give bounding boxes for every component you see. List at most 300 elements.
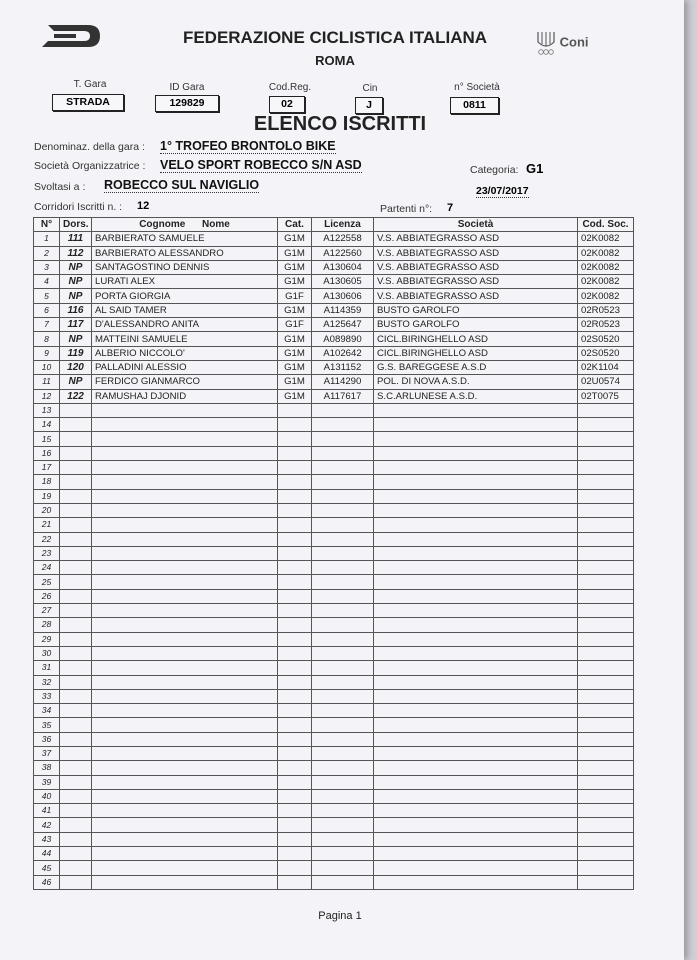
cell-licenza [312,775,374,789]
cell-name: SANTAGOSTINO DENNIS [92,260,278,274]
table-row [34,246,634,260]
table-row [34,532,634,546]
cell-licenza [312,675,374,689]
cell-name: PORTA GIORGIA [92,289,278,303]
cell-num: 35 [34,718,60,732]
col-header-dors: Dors. [60,218,92,232]
coni-label: Coni [559,34,589,50]
cell-dors [60,861,92,875]
cell-cat [278,689,312,703]
cell-cod-soc [578,632,634,646]
cell-dors: 120 [60,360,92,374]
cell-num: 16 [34,446,60,460]
cell-societa [374,875,578,889]
cell-societa [374,789,578,803]
table-row [34,661,634,675]
table-row [34,446,634,460]
cell-licenza [312,832,374,846]
cell-licenza [312,861,374,875]
cell-cod-soc [578,604,634,618]
cell-cat [278,646,312,660]
cell-licenza [312,418,374,432]
field-label-tipo-gara: T. Gara [73,79,107,90]
organizer-value: VELO SPORT ROBECCO S/N ASD [160,158,362,172]
table-row [34,589,634,603]
cell-name [92,489,278,503]
cell-dors: NP [60,275,92,289]
cell-licenza [312,589,374,603]
fci-logo [40,22,102,50]
cell-societa [374,661,578,675]
cell-cat: G1M [278,332,312,346]
cell-name [92,804,278,818]
cell-num: 18 [34,475,60,489]
cell-name [92,875,278,889]
cell-num: 4 [34,275,60,289]
table-row [34,375,634,389]
table-row [34,804,634,818]
cell-cat: G1F [278,318,312,332]
cell-cod-soc: 02K1104 [578,360,634,374]
cell-cod-soc [578,561,634,575]
cell-num: 14 [34,418,60,432]
cell-dors [60,432,92,446]
table-row [34,561,634,575]
cell-dors [60,461,92,475]
cell-name [92,818,278,832]
cell-societa: V.S. ABBIATEGRASSO ASD [374,275,578,289]
partenti-label: Partenti n°: [380,203,433,215]
cell-name [92,589,278,603]
cell-num: 34 [34,704,60,718]
col-header-nome: Nome [201,219,230,231]
table-row [34,704,634,718]
field-value-id-gara: 129829 [155,95,219,112]
cell-cod-soc [578,746,634,760]
cell-cod-soc [578,718,634,732]
table-row [34,503,634,517]
cell-name [92,861,278,875]
table-row [34,461,634,475]
cell-societa [374,589,578,603]
cell-licenza: A130605 [312,275,374,289]
cell-licenza: A125647 [312,318,374,332]
cell-num: 2 [34,246,60,260]
cell-num: 43 [34,832,60,846]
field-label-cin: Cin [362,83,378,94]
cell-name [92,575,278,589]
cell-licenza [312,432,374,446]
cell-licenza: A114359 [312,303,374,317]
cell-cat: G1M [278,375,312,389]
cell-dors [60,418,92,432]
cell-societa [374,618,578,632]
cell-name [92,789,278,803]
cell-dors [60,532,92,546]
cell-licenza [312,818,374,832]
cell-cod-soc [578,847,634,861]
cell-dors [60,503,92,517]
cell-num: 7 [34,318,60,332]
cell-name [92,532,278,546]
cell-cod-soc [578,732,634,746]
coni-logo [536,28,589,58]
cell-societa [374,403,578,417]
cell-cat [278,789,312,803]
cell-cat [278,775,312,789]
cell-cat [278,847,312,861]
cell-dors [60,746,92,760]
cell-licenza [312,718,374,732]
cell-licenza [312,618,374,632]
table-row [34,403,634,417]
cell-name: AL SAID TAMER [92,303,278,317]
cell-num: 30 [34,646,60,660]
cell-societa [374,418,578,432]
col-header-name [92,218,278,232]
cell-dors [60,718,92,732]
federation-name: FEDERAZIONE CICLISTICA ITALIANA [182,28,488,47]
cell-cod-soc [578,646,634,660]
cell-dors [60,661,92,675]
cell-licenza: A102642 [312,346,374,360]
cell-dors: NP [60,332,92,346]
cell-name [92,461,278,475]
cell-licenza [312,704,374,718]
cell-cod-soc: 02R0523 [578,318,634,332]
cell-societa [374,675,578,689]
cell-licenza [312,632,374,646]
cell-dors [60,518,92,532]
table-row [34,832,634,846]
cell-cat [278,675,312,689]
table-row [34,418,634,432]
cell-societa [374,832,578,846]
cell-dors [60,575,92,589]
cell-name [92,546,278,560]
cell-name [92,403,278,417]
cell-cat [278,604,312,618]
cell-licenza [312,875,374,889]
cell-cat: G1M [278,275,312,289]
cell-societa: V.S. ABBIATEGRASSO ASD [374,232,578,246]
place-value: ROBECCO SUL NAVIGLIO [104,178,260,192]
col-header-licenza: Licenza [312,218,374,232]
cell-num: 27 [34,604,60,618]
cell-dors [60,804,92,818]
cell-cat [278,532,312,546]
cell-societa: G.S. BAREGGESE A.S.D [374,360,578,374]
federation-city: ROMA [315,53,355,68]
cell-cat: G1M [278,260,312,274]
cell-cod-soc: 02K0082 [578,232,634,246]
cell-name [92,518,278,532]
table-row [34,646,634,660]
cell-num: 29 [34,632,60,646]
cell-name [92,561,278,575]
cell-num: 8 [34,332,60,346]
cell-societa [374,689,578,703]
cell-dors: NP [60,289,92,303]
cell-dors [60,832,92,846]
cell-cat [278,861,312,875]
cell-num: 11 [34,375,60,389]
col-header-cat: Cat. [278,218,312,232]
cell-name: FERDICO GIANMARCO [92,375,278,389]
cell-cod-soc [578,761,634,775]
cell-name [92,446,278,460]
cell-num: 31 [34,661,60,675]
cell-licenza [312,503,374,517]
cell-num: 1 [34,232,60,246]
cell-num: 9 [34,346,60,360]
col-header-cognome: Cognome [139,219,186,231]
cell-num: 41 [34,804,60,818]
cell-name [92,761,278,775]
table-row [34,275,634,289]
cell-name: PALLADINI ALESSIO [92,360,278,374]
cell-societa [374,861,578,875]
cell-dors [60,761,92,775]
race-name-label: Denominaz. della gara : [34,141,145,153]
cell-name [92,775,278,789]
cell-name [92,432,278,446]
cell-cod-soc [578,661,634,675]
cell-name: BARBIERATO SAMUELE [92,232,278,246]
cell-dors [60,561,92,575]
cell-licenza [312,689,374,703]
cell-licenza [312,532,374,546]
table-row [34,675,634,689]
cell-societa [374,646,578,660]
cell-num: 28 [34,618,60,632]
table-row [34,761,634,775]
cell-licenza: A117617 [312,389,374,403]
cell-cod-soc [578,432,634,446]
cell-name: BARBIERATO ALESSANDRO [92,246,278,260]
table-row [34,732,634,746]
cell-cat: G1F [278,289,312,303]
cell-num: 22 [34,532,60,546]
cell-num: 37 [34,746,60,760]
table-row [34,618,634,632]
table-header-row [34,218,634,232]
iscritti-label: Corridori Iscritti n. : [34,201,123,213]
cell-cat: G1M [278,360,312,374]
cell-cod-soc [578,546,634,560]
table-row [34,518,634,532]
iscritti-table [33,217,634,890]
field-value-cod-reg: 02 [269,96,305,113]
cell-licenza [312,446,374,460]
cell-cod-soc [578,875,634,889]
cell-cat [278,632,312,646]
cell-cat [278,661,312,675]
table-row [34,775,634,789]
field-label-cod-reg: Cod.Reg. [268,82,312,93]
cell-name [92,847,278,861]
cell-name [92,675,278,689]
table-row [34,332,634,346]
cell-dors [60,775,92,789]
document-title: ELENCO ISCRITTI [253,113,427,135]
cell-name: LURATI ALEX [92,275,278,289]
cell-name [92,732,278,746]
col-header-cod-soc: Cod. Soc. [578,218,634,232]
cell-cat [278,804,312,818]
cell-cod-soc: 02K0082 [578,289,634,303]
cell-cod-soc: 02K0082 [578,246,634,260]
cell-licenza [312,575,374,589]
cell-licenza: A122558 [312,232,374,246]
coni-emblem-icon [536,28,556,58]
cell-cat [278,518,312,532]
table-row [34,718,634,732]
cell-licenza [312,461,374,475]
cell-dors [60,689,92,703]
table-row [34,232,634,246]
cell-num: 38 [34,761,60,775]
cell-cat [278,832,312,846]
cell-name: D'ALESSANDRO ANITA [92,318,278,332]
cell-licenza [312,489,374,503]
cell-num: 44 [34,847,60,861]
cell-num: 17 [34,461,60,475]
cell-dors [60,818,92,832]
table-row [34,389,634,403]
table-row [34,318,634,332]
cell-num: 21 [34,518,60,532]
cell-societa: V.S. ABBIATEGRASSO ASD [374,246,578,260]
table-row [34,360,634,374]
cell-num: 25 [34,575,60,589]
cell-societa [374,718,578,732]
cell-cat [278,489,312,503]
cell-societa [374,446,578,460]
cell-dors [60,546,92,560]
cell-cat [278,546,312,560]
table-row [34,604,634,618]
table-row [34,847,634,861]
cell-cat: G1M [278,346,312,360]
cell-licenza [312,403,374,417]
cell-societa [374,847,578,861]
cell-name [92,746,278,760]
table-row [34,432,634,446]
cell-licenza [312,746,374,760]
cell-licenza [312,646,374,660]
cell-licenza: A114290 [312,375,374,389]
cell-societa: S.C.ARLUNESE A.S.D. [374,389,578,403]
cell-dors [60,604,92,618]
cell-name [92,689,278,703]
cell-societa [374,704,578,718]
table-row [34,489,634,503]
cell-dors: 122 [60,389,92,403]
cell-cod-soc [578,461,634,475]
cell-dors [60,589,92,603]
cell-licenza [312,661,374,675]
cell-dors: NP [60,260,92,274]
cell-cod-soc [578,489,634,503]
cell-cat [278,704,312,718]
cell-num: 45 [34,861,60,875]
cell-cod-soc [578,818,634,832]
cell-cat [278,618,312,632]
cell-cat [278,575,312,589]
partenti-value: 7 [447,202,454,214]
category-label: Categoria: [470,164,519,176]
cell-societa [374,746,578,760]
cell-cat [278,561,312,575]
cell-societa [374,475,578,489]
organizer-label: Società Organizzatrice : [34,160,146,172]
cell-cod-soc [578,532,634,546]
cell-num: 26 [34,589,60,603]
cell-num: 24 [34,561,60,575]
cell-cat: G1M [278,303,312,317]
cell-cod-soc [578,704,634,718]
cell-licenza: A130606 [312,289,374,303]
cell-societa [374,632,578,646]
cell-cod-soc [578,804,634,818]
table-row [34,346,634,360]
cell-societa [374,604,578,618]
cell-cod-soc: 02K0082 [578,260,634,274]
cell-name: RAMUSHAJ DJONID [92,389,278,403]
cell-dors [60,489,92,503]
cell-dors: 117 [60,318,92,332]
col-header-num: N° [34,218,60,232]
cell-dors [60,847,92,861]
cell-cat [278,761,312,775]
cell-num: 10 [34,360,60,374]
cell-dors [60,875,92,889]
cell-num: 20 [34,503,60,517]
cell-num: 42 [34,818,60,832]
cell-licenza: A122560 [312,246,374,260]
cell-cod-soc: 02S0520 [578,346,634,360]
cell-dors [60,704,92,718]
cell-name [92,418,278,432]
cell-cat [278,732,312,746]
cell-name: MATTEINI SAMUELE [92,332,278,346]
cell-societa: CICL.BIRINGHELLO ASD [374,346,578,360]
cell-cat [278,461,312,475]
col-header-societa: Società [374,218,578,232]
cell-societa [374,532,578,546]
race-name-value: 1° TROFEO BRONTOLO BIKE [160,139,336,153]
table-row [34,260,634,274]
cell-cat [278,418,312,432]
cell-societa [374,804,578,818]
table-row [34,632,634,646]
cell-cat [278,403,312,417]
cell-cod-soc [578,403,634,417]
table-row [34,746,634,760]
cell-cod-soc [578,475,634,489]
category-value: G1 [526,161,544,176]
cell-cat [278,432,312,446]
cell-name [92,661,278,675]
cell-cod-soc: 02S0520 [578,332,634,346]
cell-name [92,646,278,660]
cell-num: 23 [34,546,60,560]
cell-societa [374,775,578,789]
cell-dors [60,646,92,660]
cell-num: 32 [34,675,60,689]
cell-num: 39 [34,775,60,789]
